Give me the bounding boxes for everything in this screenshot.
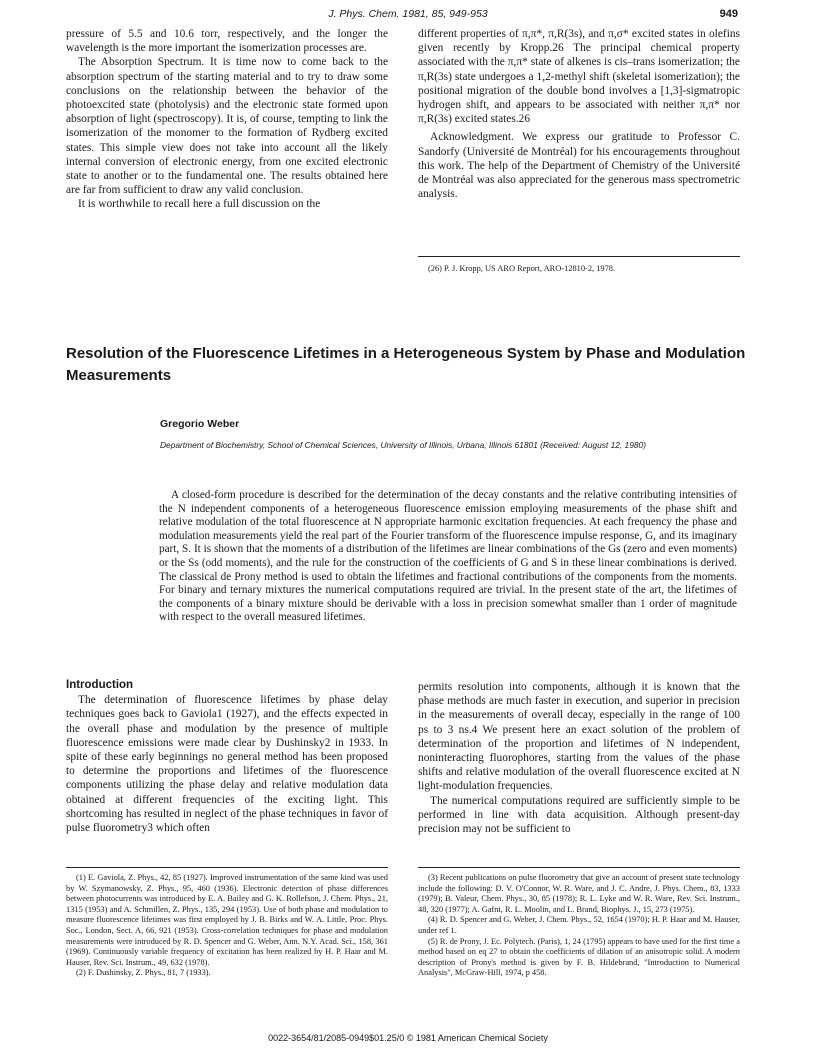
article-title: Resolution of the Fluorescence Lifetimes in a Heterogeneous System by Phase and Modulation Measurements	[66, 345, 746, 384]
paragraph: It is worthwhile to recall here a full discussion on the	[78, 198, 321, 211]
section-heading: Introduction	[66, 679, 134, 691]
footnote: (4) R. D. Spencer and G. Weber, J. Chem. Phys., 52, 1654 (1970); H. P. Haar and M. Hauser, under ref 1.	[418, 915, 740, 935]
author-affiliation: Department of Biochemistry, School of Chemical Sciences, University of Illinois, Urbana, Illinois 61801 (Received: August 12, 1980)	[160, 440, 646, 450]
prev-article-footnote	[418, 264, 740, 275]
abstract	[159, 489, 737, 625]
paragraph: permits resolution into components, although it is known that the phase methods are much faster in execution, and superior in precision in the measurements of overall decay, especially in the range of 100 ps to 3 ns.4 We present here an exact solution of the problem of determination of the proportion and lifetimes of N independent, noninteracting fluorophores, starting from the values of the phase shifts and relative modulation of the overall fluorescence excited at N light-modulation frequencies.	[418, 681, 740, 793]
acknowledgment-paragraph: Acknowledgment. We express our gratitude to Professor C. Sandorfy (Université de Montréal) for his encouragements throughout this work. The help of the Department of Chemistry of the Université de Montréal was also appreciated for the generous mass spectrometric analysis.	[418, 131, 740, 201]
running-header	[0, 8, 816, 26]
paragraph: different properties of π,π*, π,R(3s), and π,σ* excited states in olefins given recently by Kropp.26 The principal chemical property associated with the π,π* state of alkenes is cis–trans isomerization; the π,R(3s) state undergoes a 1,2-methyl shift (skeletal isomerization); the positional migration of the double bond involves a [1,3]-sigmatropic hydrogen shift, and appears to be associated with neither π,π* nor π,R(3s) excited states.26	[418, 28, 740, 126]
footnote: (3) Recent publications on pulse fluorometry that give an account of present state technology include the following: D. V. O'Connor, W. R. Ware, and J. C. Andre, J. Phys. Chem., 83, 1333 (1979); B. Valeur, Chem. Phys., 30, 85 (1978); R. L. Lyke and W. R. Ware, Rev. Sci. Instrum., 48, 320 (1977); A. Gafni, R. L. Moolin, and L. Brand, Biophys. J., 15, 273 (1975).	[418, 873, 740, 914]
prev-article-right-column	[418, 27, 740, 201]
journal-citation: J. Phys. Chem. 1981, 85, 949-953	[328, 8, 488, 20]
footnotes-right	[418, 873, 740, 979]
paragraph: pressure of 5.5 and 10.6 torr, respectively, and the longer the wavelength is the more important the isomerization processes are.	[66, 28, 388, 55]
footnote: (5) R. de Prony, J. Ec. Polytech. (Paris), 1, 24 (1795) appears to have used for the first time a method based on eq 27 to obtain the coefficients of dilation of an anisotropic solid. A modern description of Prony's method is given by F. B. Hildebrand, "Introduction to Numerical Analysis", McGraw-Hill, 1974, p 458.	[418, 936, 740, 978]
paragraph: The numerical computations required are sufficiently simple to be performed in line with data acquisition. Although present-day precision may not be sufficient to	[418, 794, 740, 836]
article-author: Gregorio Weber	[160, 418, 240, 430]
footnotes-left	[66, 873, 388, 979]
footnote: (2) F. Dushinsky, Z. Phys., 81, 7 (1933).	[76, 968, 211, 978]
footnote-divider	[418, 867, 740, 868]
intro-right-column	[418, 680, 740, 836]
paragraph: The determination of fluorescence lifetimes by phase delay techniques goes back to Gaviola1 (1927), and the effects expected in the overall phase and modulation by the presence of multiple fluorescence emissions were made clear by Dushinsky2 in 1933. In spite of these early beginnings no general method has been proposed to determine the proportions and lifetimes of the fluorescence components utilizing the phase delay and relative modulation data obtained at different frequencies of the exciting light. This shortcoming has resulted in neglect of the phase techniques in favor of pulse fluorometry3 which often	[66, 694, 388, 835]
intro-left-column	[66, 678, 388, 835]
prev-article-left-column	[66, 27, 388, 212]
footnote-divider	[418, 256, 740, 257]
abstract-text: A closed-form procedure is described for the determination of the decay constants and the relative contributing intensities of the N independent components of a heterogeneous fluorescence emission employing measurements of the phase shift and relative modulation of the total fluorescence at N appropriate harmonic excitation frequencies. At each frequency the phase and modulation measurements yield the real part of the Fourier transform of the fluorescence impulse response, G, and its imaginary part, S. It is shown that the moments of a distribution of the lifetimes are linear combinations of the Gs (zero and even moments) or the Ss (odd moments), and the rule for the construction of the coefficients of G and S in these linear combinations is derived. The classical de Prony method is used to obtain the lifetimes and fractional contributions of the components from the moments. For binary and ternary mixtures the numerical computations required are trivial. In the present state of the art, the lifetimes of the components of a binary mixture should be derivable with a loss in precision somewhat smaller than 1 order of magnitude with respect to the overall measured lifetimes.	[159, 489, 737, 624]
footnote: (26) P. J. Kropp, US ARO Report, ARO-12810-2, 1978.	[428, 264, 616, 273]
paragraph: The Absorption Spectrum. It is time now to come back to the absorption spectrum of the starting material and to try to draw some conclusions on the relationship between the behavior of the photoexcited state (photolysis) and the electronic state formed upon absorption of light (spectroscopy). It is, of course, tempting to link the isomerization of the monomer to the formation of Rydberg excited states. This simple view does not take into account all the likely internal conversion of electronic energy, from one excited electronic state to another or to the fundamental one. The results obtained here are far from sufficient to draw any valid conclusion.	[66, 56, 388, 197]
footnote-divider	[66, 867, 388, 868]
footnote: (1) E. Gaviola, Z. Phys., 42, 85 (1927). Improved instrumentation of the same kind was used by W. Szymanowsky, Z. Phys., 95, 460 (1936). Electronic detection of phase differences between photocurrents was introduced by E. A. Bailey and G. K. Rollefson, J. Chem. Phys., 21, 1315 (1953) and A. Schmillen, Z. Phys., 135, 294 (1953). Use of both phase and modulation to measure fluorescence lifetimes was first employed by J. B. Birks and W. A. Little, Proc. Phys. Soc., London, Sect. A, 66, 921 (1953). Cross-correlation techniques for phase and modulation measurements were introduced by R. D. Spencer and G. Weber, Ann. N.Y. Acad. Sci., 158, 361 (1969). Continuously variable frequency of excitation has been realized by H. P. Haar and M. Hauser, Rev. Sci. Instrum., 49, 632 (1978).	[66, 873, 388, 967]
copyright-footer: 0022-3654/81/2085-0949$01.25/0 © 1981 American Chemical Society	[268, 1033, 548, 1043]
page-number: 949	[719, 8, 738, 20]
